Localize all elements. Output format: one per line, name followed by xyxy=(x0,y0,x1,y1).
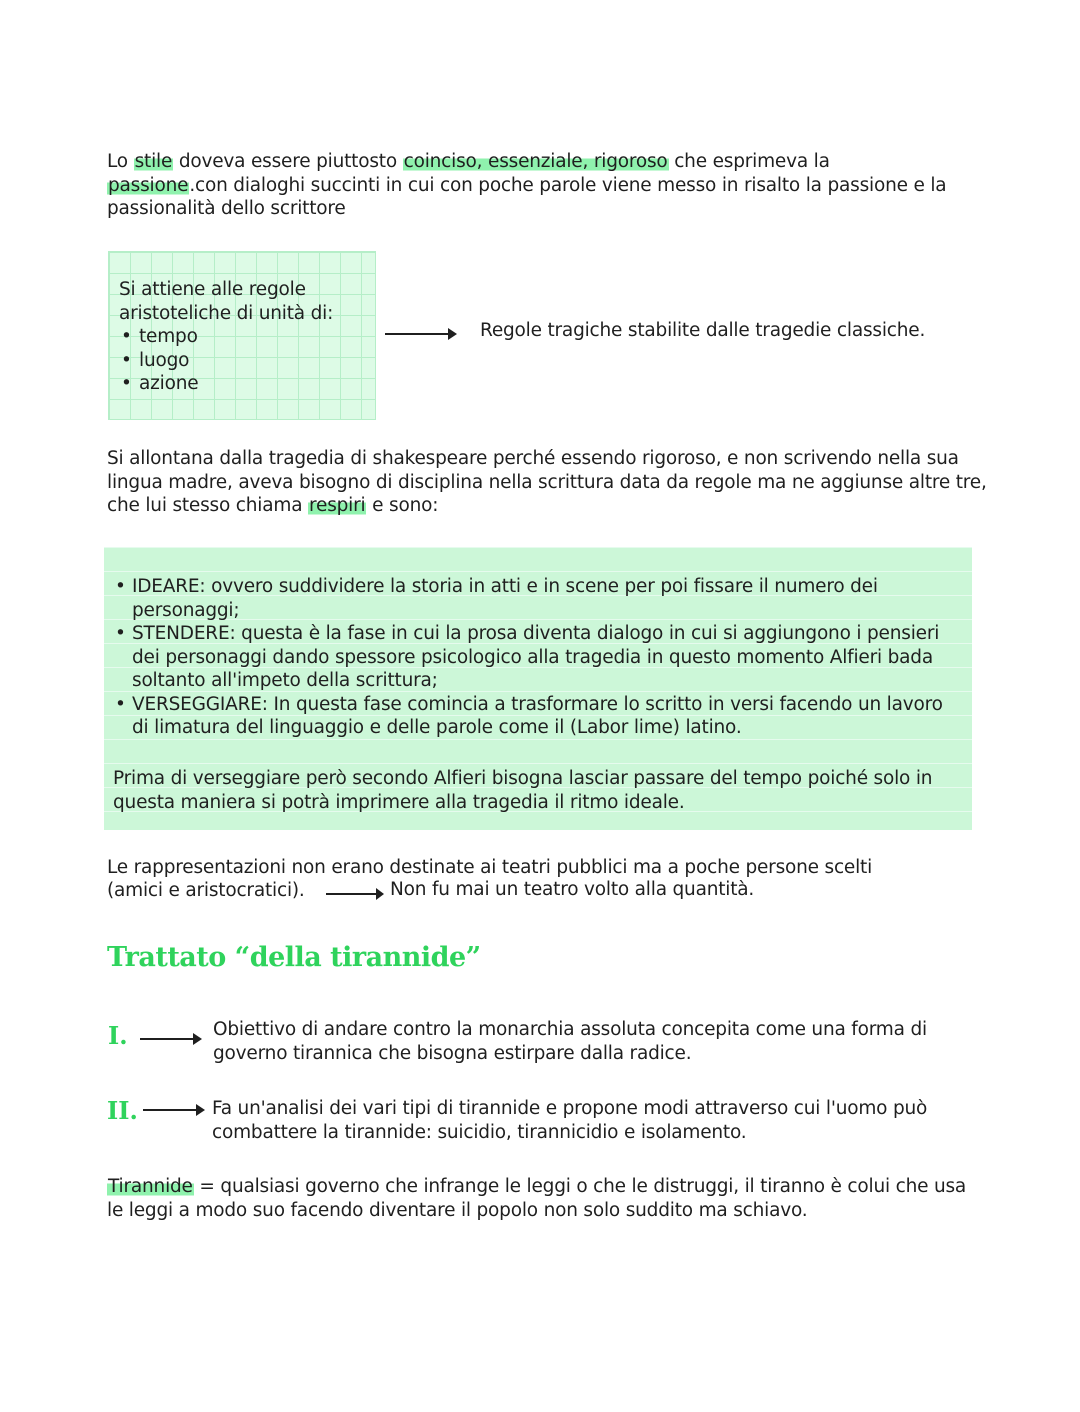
respiro-item xyxy=(110,622,960,693)
rules-heading: Si attiene alle regole aristoteliche di unità di: xyxy=(119,279,334,324)
section-title: Trattato “della tirannide” xyxy=(107,942,481,973)
highlight-respiri: respiri xyxy=(309,495,366,516)
arrow-right-icon xyxy=(143,1109,203,1111)
respiro-item xyxy=(110,693,960,740)
respiri-list xyxy=(110,575,960,740)
arrow-right-icon xyxy=(326,893,382,895)
rules-list xyxy=(119,325,365,396)
roman-numeral: I. xyxy=(108,1021,128,1050)
rappresentazioni-conclusion: Non fu mai un teatro volto alla quantità. xyxy=(390,879,755,900)
rule-item: • luogo xyxy=(119,349,365,373)
intro-text: .con dialoghi succinti in cui con poche parole viene messo in risalto la passione e la passionalità dello scrittore xyxy=(107,174,947,219)
tirannide-text: = qualsiasi governo che infrange le leggi o che le distruggi, il tiranno è colui che usa le leggi a modo suo facendo diventare il popolo non solo suddito ma schiavo. xyxy=(107,1176,967,1221)
intro-text: che esprimeva la xyxy=(668,151,830,172)
respiro-label: STENDERE: xyxy=(132,623,236,644)
shakespeare-text: e sono: xyxy=(366,495,439,516)
rule-item: • tempo xyxy=(119,325,365,349)
highlight-qualities: coinciso, essenziale, rigoroso xyxy=(403,151,668,172)
highlight-passione: passione xyxy=(108,174,189,196)
rappresentazioni-line-1: Le rappresentazioni non erano destinate ai teatri pubblici ma a poche persone scelti xyxy=(107,857,873,878)
respiro-label: IDEARE: xyxy=(132,576,206,597)
tirannide-definition xyxy=(107,1175,987,1222)
rules-result: Regole tragiche stabilite dalle tragedie classiche. xyxy=(480,320,926,341)
respiro-item xyxy=(110,575,960,622)
intro-text: Lo xyxy=(107,151,134,172)
rules-grid-box xyxy=(108,251,376,420)
shakespeare-paragraph xyxy=(107,447,987,518)
respiro-text: In questa fase comincia a trasformare lo scritto in versi facendo un lavoro di limatura del linguaggio e delle parole come il (Labor lime) latino. xyxy=(132,693,943,738)
roman-numeral: II. xyxy=(107,1096,138,1125)
rappresentazioni-line-2: (amici e aristocratici). xyxy=(107,880,305,901)
intro-paragraph xyxy=(107,150,1007,221)
trattato-point: Obiettivo di andare contro la monarchia assoluta concepita come una forma di governo tirannica che bisogna estirpare dalla radice. xyxy=(213,1019,927,1064)
highlight-tirannide: Tirannide xyxy=(108,1176,193,1197)
respiro-label: VERSEGGIARE: xyxy=(132,693,268,715)
shakespeare-text: Si allontana dalla tragedia di shakespeare perché essendo rigoroso, e non scrivendo nella sua lingua madre, aveva bisogno di disciplina nella scrittura data da regole ma ne aggiunse altre tre, che lui stesso chiama xyxy=(107,448,987,516)
trattato-point: Fa un'analisi dei vari tipi di tirannide e propone modi attraverso cui l'uomo può combattere la tirannide: suicidio, tirannicidio e isolamento. xyxy=(212,1098,928,1143)
arrow-right-icon xyxy=(140,1038,200,1040)
rule-item: • azione xyxy=(119,372,365,396)
highlight-stile: stile xyxy=(134,151,173,172)
respiro-text: ovvero suddividere la storia in atti e in scene per poi fissare il numero dei personaggi; xyxy=(132,576,878,621)
respiri-note: Prima di verseggiare però secondo Alfieri bisogna lasciar passare del tempo poiché solo in questa maniera si potrà imprimere alla tragedia il ritmo ideale. xyxy=(113,768,933,813)
arrow-right-icon xyxy=(385,333,455,335)
respiro-text: questa è la fase in cui la prosa diventa dialogo in cui si aggiungono i pensieri dei personaggi dando spessore psicologico alla tragedia in questo momento Alfieri bada soltanto all'impeto della scrittura; xyxy=(132,623,940,691)
intro-text: doveva essere piuttosto xyxy=(173,151,403,172)
